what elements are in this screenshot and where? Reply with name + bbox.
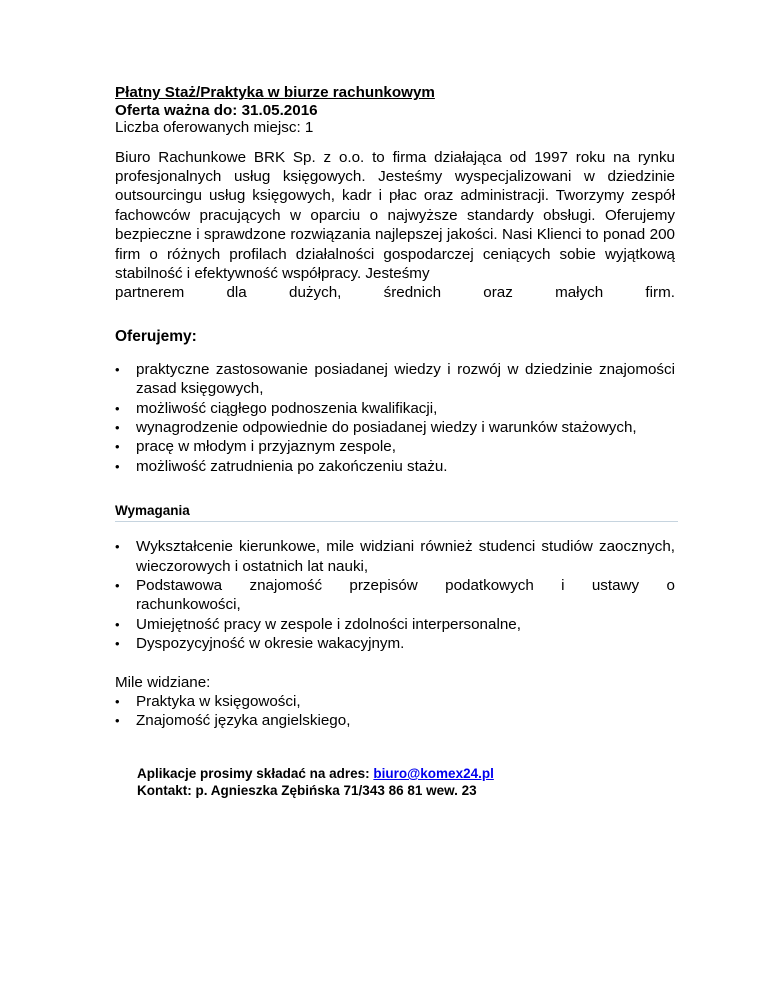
contact-block (137, 765, 675, 799)
list-item-text: Wykształcenie kierunkowe, mile widziani również studenci studiów zaocznych, wieczorowych i ostatnich lat nauki, (136, 538, 675, 575)
word: oraz (483, 284, 513, 302)
list-item (115, 692, 675, 711)
word: partnerem (115, 284, 185, 302)
bullet-icon: • (115, 636, 120, 652)
list-item (115, 360, 675, 399)
list-item-text: rachunkowości, (136, 596, 241, 614)
nice-to-have-heading: Mile widziane: (115, 673, 211, 691)
bullet-icon: • (115, 361, 120, 377)
list-item (115, 437, 675, 456)
requirements-list (115, 537, 675, 653)
bullet-icon: • (115, 419, 120, 435)
word: małych (555, 284, 604, 302)
document-page (115, 84, 675, 799)
word: znajomość (249, 577, 323, 594)
offer-title: Płatny Staż/Praktyka w biurze rachunkowym (115, 84, 435, 101)
bullet-icon: • (115, 713, 120, 729)
word: firm. (645, 284, 675, 302)
list-item-text: możliwość zatrudnienia po zakończeniu stażu. (136, 457, 448, 475)
offer-positions-count: Liczba oferowanych miejsc: 1 (115, 119, 314, 136)
apply-label: Aplikacje prosimy składać na adres: (137, 765, 370, 781)
offer-list (115, 360, 675, 476)
word: dla (226, 284, 247, 302)
offer-valid-until: Oferta ważna do: 31.05.2016 (115, 101, 318, 119)
offer-heading: Oferujemy: (115, 327, 197, 345)
list-item (115, 634, 675, 653)
list-item (115, 457, 675, 476)
company-description (115, 148, 675, 303)
bullet-icon: • (115, 439, 120, 455)
word: średnich (383, 284, 442, 302)
bullet-icon: • (115, 539, 120, 555)
list-item (115, 399, 675, 418)
list-item-text: Praktyka w księgowości, (136, 693, 301, 711)
list-item-text: Znajomość języka angielskiego, (136, 712, 351, 730)
word: i (561, 577, 565, 594)
bullet-icon: • (115, 616, 120, 632)
list-item-text: pracę w młodym i przyjaznym zespole, (136, 438, 396, 456)
list-item (115, 711, 675, 730)
word: ustawy (591, 577, 640, 594)
list-item (115, 418, 675, 437)
company-description-text: Biuro Rachunkowe BRK Sp. z o.o. to firma działająca od 1997 roku na rynku profesjonalnych usług księgowych. Jesteśmy wyspecjalizowani w dziedzinie outsourcingu usług księgowych, kadr i płac oraz administracji. Tworzymy zespół fachowców pracujących w oparciu o najwyższe standardy obsługi. Oferujemy bezpieczne i sprawdzone rozwiązania najlepszej jakości. Nasi Klienci to ponad 200 firm o różnych profilach działalności gospodarczej ceniących sobie wyjątkową stabilność i efektywność współpracy. Jesteśmy (115, 148, 675, 282)
list-item-text: Umiejętność pracy w zespole i zdolności interpersonalne, (136, 615, 521, 633)
list-item-text: możliwość ciągłego podnoszenia kwalifikacji, (136, 399, 438, 417)
company-description-last-line (115, 283, 675, 302)
bullet-icon: • (115, 458, 120, 474)
word: o (666, 577, 675, 594)
apply-line (137, 765, 675, 782)
bullet-icon: • (115, 578, 120, 593)
word: Podstawowa (136, 577, 223, 594)
bullet-icon: • (115, 400, 120, 416)
list-item (115, 576, 675, 615)
list-item-text: Dyspozycyjność w okresie wakacyjnym. (136, 635, 405, 653)
nice-to-have-list (115, 692, 675, 731)
list-item-text: praktyczne zastosowanie posiadanej wiedzy i rozwój w dziedzinie znajomości zasad księgowych, (136, 360, 675, 398)
list-item (115, 537, 675, 576)
word: dużych, (289, 284, 342, 302)
word: podatkowych (445, 577, 534, 594)
bullet-icon: • (115, 694, 120, 710)
email-link[interactable]: biuro@komex24.pl (373, 765, 494, 781)
list-item-line (136, 576, 675, 595)
list-item (115, 615, 675, 634)
word: przepisów (349, 577, 418, 594)
contact-line: Kontakt: p. Agnieszka Zębińska 71/343 86 81 wew. 23 (137, 782, 477, 798)
requirements-heading: Wymagania (115, 503, 678, 522)
list-item-text: wynagrodzenie odpowiednie do posiadanej wiedzy i warunków stażowych, (136, 418, 637, 436)
